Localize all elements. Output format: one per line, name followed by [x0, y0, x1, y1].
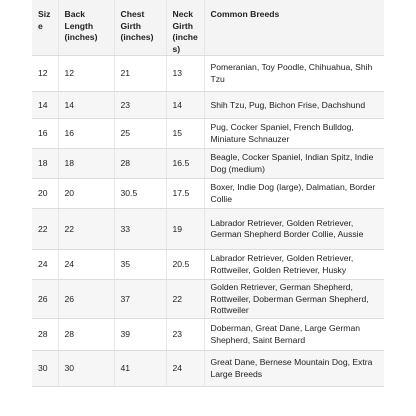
table-row	[32, 319, 384, 351]
cell-size: 12	[32, 56, 58, 92]
header-chest-girth: Chest Girth (inches)	[114, 0, 166, 56]
cell-neck-girth: 14	[166, 92, 204, 119]
cell-common-breeds: Pomeranian, Toy Poodle, Chihuahua, Shih Tzu	[204, 56, 384, 92]
cell-size: 30	[32, 351, 58, 387]
table-row	[32, 92, 384, 119]
cell-back-length: 28	[58, 319, 114, 351]
cell-size: 26	[32, 280, 58, 319]
cell-common-breeds: Labrador Retriever, Golden Retriever, German Shepherd Border Collie, Aussie	[204, 209, 384, 250]
cell-common-breeds: Beagle, Cocker Spaniel, Indian Spitz, Indie Dog (medium)	[204, 149, 384, 179]
table-row	[32, 209, 384, 250]
cell-neck-girth: 13	[166, 56, 204, 92]
table-row	[32, 56, 384, 92]
cell-common-breeds: Doberman, Great Dane, Large German Shepherd, Saint Bernard	[204, 319, 384, 351]
table-row	[32, 179, 384, 209]
cell-common-breeds: Golden Retriever, German Shepherd, Rottweiler, Doberman German Shepherd, Rottweiler	[204, 280, 384, 319]
table-row	[32, 119, 384, 149]
cell-chest-girth: 30.5	[114, 179, 166, 209]
header-neck-girth: Neck Girth (inches)	[166, 0, 204, 56]
size-chart-table	[32, 0, 384, 387]
header-row	[32, 0, 384, 56]
cell-size: 18	[32, 149, 58, 179]
cell-size: 20	[32, 179, 58, 209]
cell-back-length: 24	[58, 250, 114, 280]
cell-back-length: 20	[58, 179, 114, 209]
cell-common-breeds: Labrador Retriever, Golden Retriever, Rottweiler, Golden Retriever, Husky	[204, 250, 384, 280]
size-chart	[32, 0, 384, 416]
header-back-length: Back Length (inches)	[58, 0, 114, 56]
cell-neck-girth: 23	[166, 319, 204, 351]
cell-chest-girth: 28	[114, 149, 166, 179]
cell-common-breeds: Great Dane, Bernese Mountain Dog, Extra Large Breeds	[204, 351, 384, 387]
cell-neck-girth: 19	[166, 209, 204, 250]
cell-chest-girth: 37	[114, 280, 166, 319]
cell-common-breeds: Shih Tzu, Pug, Bichon Frise, Dachshund	[204, 92, 384, 119]
cell-neck-girth: 20.5	[166, 250, 204, 280]
cell-size: 28	[32, 319, 58, 351]
cell-neck-girth: 17.5	[166, 179, 204, 209]
cell-chest-girth: 41	[114, 351, 166, 387]
cell-neck-girth: 22	[166, 280, 204, 319]
cell-common-breeds: Pug, Cocker Spaniel, French Bulldog, Miniature Schnauzer	[204, 119, 384, 149]
cell-chest-girth: 35	[114, 250, 166, 280]
cell-back-length: 18	[58, 149, 114, 179]
cell-chest-girth: 33	[114, 209, 166, 250]
cell-back-length: 22	[58, 209, 114, 250]
cell-size: 24	[32, 250, 58, 280]
cell-chest-girth: 23	[114, 92, 166, 119]
cell-back-length: 12	[58, 56, 114, 92]
cell-common-breeds: Boxer, Indie Dog (large), Dalmatian, Border Collie	[204, 179, 384, 209]
cell-size: 16	[32, 119, 58, 149]
cell-neck-girth: 24	[166, 351, 204, 387]
header-common-breeds: Common Breeds	[204, 0, 384, 56]
cell-back-length: 26	[58, 280, 114, 319]
header-size: Size	[32, 0, 58, 56]
cell-back-length: 16	[58, 119, 114, 149]
cell-back-length: 14	[58, 92, 114, 119]
cell-chest-girth: 25	[114, 119, 166, 149]
table-row	[32, 250, 384, 280]
table-row	[32, 351, 384, 387]
cell-chest-girth: 39	[114, 319, 166, 351]
table-row	[32, 149, 384, 179]
cell-neck-girth: 15	[166, 119, 204, 149]
cell-size: 14	[32, 92, 58, 119]
cell-chest-girth: 21	[114, 56, 166, 92]
cell-neck-girth: 16.5	[166, 149, 204, 179]
table-row	[32, 280, 384, 319]
cell-size: 22	[32, 209, 58, 250]
cell-back-length: 30	[58, 351, 114, 387]
